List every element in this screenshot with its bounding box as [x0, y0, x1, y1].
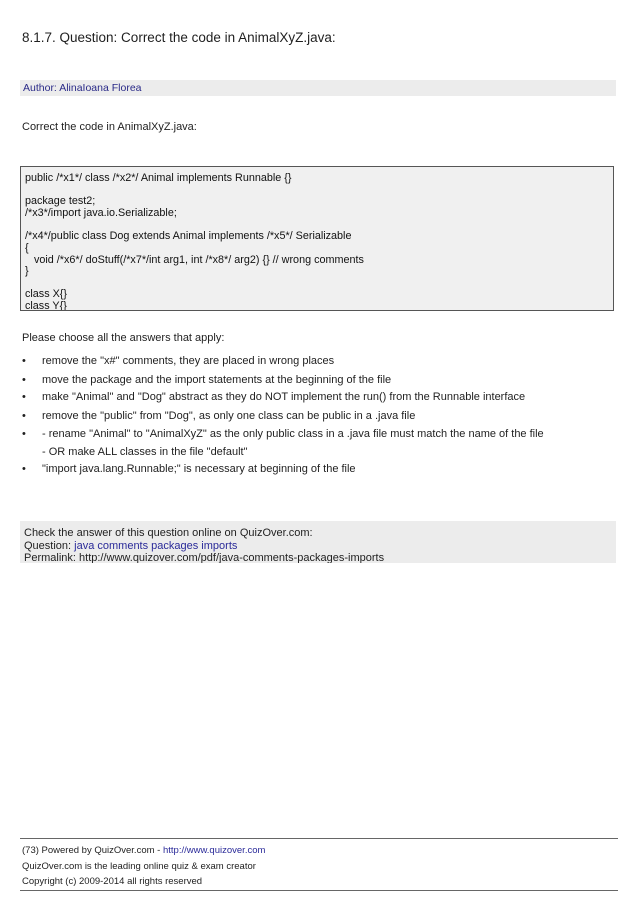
code-line: class X{}: [25, 288, 68, 300]
check-answer-text: Check the answer of this question online on QuizOver.com:: [24, 527, 313, 539]
question-heading: 8.1.7. Question: Correct the code in AnimalXyZ.java:: [22, 30, 336, 45]
bullet: •: [22, 463, 26, 475]
answer-text: remove the "x#" comments, they are placed in wrong places: [42, 355, 335, 367]
permalink-line[interactable]: Permalink: http://www.quizover.com/pdf/java-comments-packages-imports: [24, 552, 385, 563]
code-line: class Y{}: [25, 300, 67, 311]
question-label: Question:: [24, 540, 75, 552]
bullet: •: [22, 391, 26, 403]
code-line: }: [25, 265, 29, 277]
footer-divider-bottom: [20, 890, 618, 891]
bullet: •: [22, 355, 26, 367]
answer-text: move the package and the import statements at the beginning of the file: [42, 374, 392, 386]
question-topic-link[interactable]: java comments packages imports: [74, 540, 238, 552]
code-line: public /*x1*/ class /*x2*/ Animal implements Runnable {}: [25, 172, 292, 184]
answers-prompt: Please choose all the answers that apply:: [22, 332, 225, 344]
check-answer-box: [20, 521, 616, 563]
author-name: Author: AlinaIoana Florea: [23, 82, 142, 94]
bullet: •: [22, 428, 26, 440]
code-line: /*x4*/public class Dog extends Animal implements /*x5*/ Serializable: [25, 230, 352, 242]
footer-site-link[interactable]: http://www.quizover.com: [162, 845, 266, 856]
footer-powered-text: (73) Powered by QuizOver.com -: [22, 845, 163, 856]
bullet: •: [22, 374, 26, 386]
footer-copyright: Copyright (c) 2009-2014 all rights reserved: [22, 876, 203, 887]
footer-powered-line: [22, 845, 265, 856]
answer-text: make "Animal" and "Dog" abstract as they do NOT implement the run() from the Runnable interface: [42, 391, 526, 403]
question-intro: Correct the code in AnimalXyZ.java:: [22, 121, 197, 133]
answer-text: "import java.lang.Runnable;" is necessary at beginning of the file: [42, 463, 356, 475]
code-block: [20, 166, 614, 311]
code-line: package test2;: [25, 195, 96, 207]
author-bar: [20, 80, 616, 96]
answer-text-continuation: - OR make ALL classes in the file "default": [42, 446, 248, 458]
question-link-line: [24, 540, 237, 552]
footer-tagline: QuizOver.com is the leading online quiz & exam creator: [22, 861, 256, 872]
code-line: {: [25, 242, 29, 254]
answer-text: - rename "Animal" to "AnimalXyZ" as the only public class in a .java file must match the name of the file: [42, 428, 544, 440]
footer-divider-top: [20, 838, 618, 839]
code-line: void /*x6*/ doStuff(/*x7*/int arg1, int /*x8*/ arg2) {} // wrong comments: [25, 254, 364, 266]
answer-text: remove the "public" from "Dog", as only one class can be public in a .java file: [42, 410, 416, 422]
bullet: •: [22, 410, 26, 422]
code-line: /*x3*/import java.io.Serializable;: [25, 207, 177, 219]
